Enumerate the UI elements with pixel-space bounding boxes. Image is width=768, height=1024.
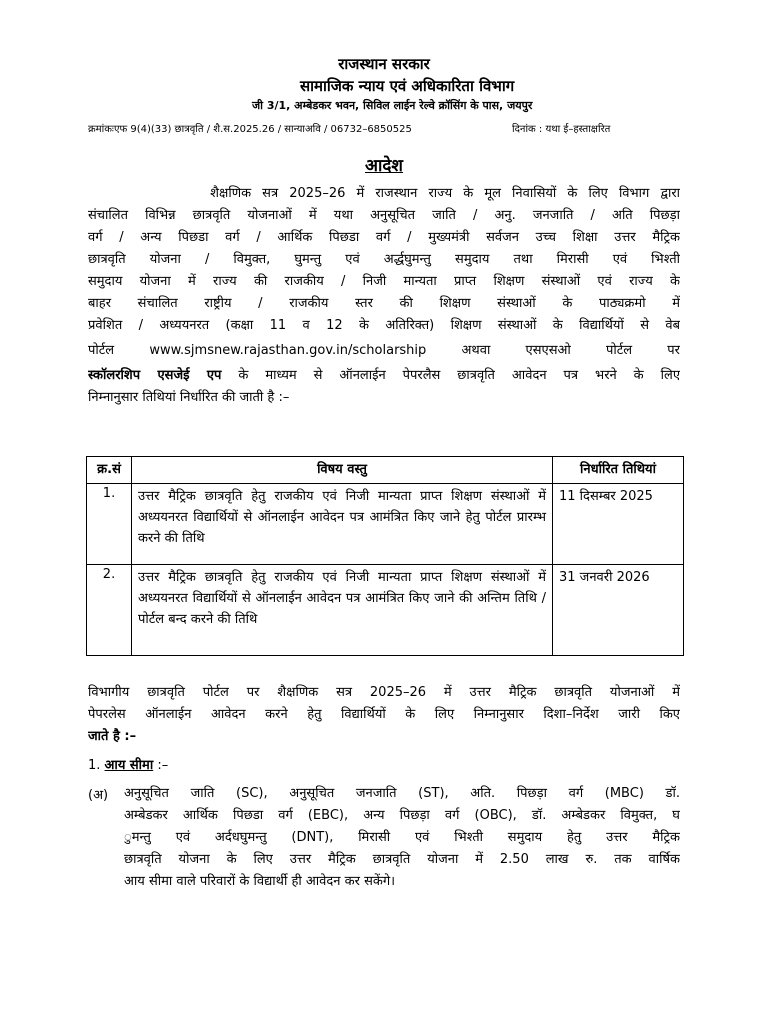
order-date: दिनांक : यथा ई–हस्ताक्षरित xyxy=(512,124,611,135)
col-header-subject: विषय वस्तु xyxy=(132,457,553,484)
intro-line: बाहर संचालित राष्ट्रीय / राजकीय स्तर की शिक्षण संस्थाओं के पाठ्यक्रमो में xyxy=(88,296,680,311)
col-header-date: निर्धारित तिथियां xyxy=(553,457,684,484)
govt-name: राजस्थान सरकार xyxy=(338,55,430,73)
table-row xyxy=(87,484,684,565)
intro-line: वर्ग / अन्य पिछडा वर्ग / आर्थिक पिछडा वर्ग / मुख्यमंत्री सर्वजन उच्च शिक्षा उत्तर मैट्रिक xyxy=(88,230,680,245)
row-date: 31 जनवरी 2026 xyxy=(553,565,684,656)
intro-line: प्रवेशित / अध्ययनरत (कक्षा 11 व 12 के अतिरिक्त) शिक्षण संस्थाओं के विद्यार्थियों से वेब xyxy=(88,318,680,333)
department-address: जी 3/1, अम्बेडकर भवन, सिविल लाईन रेल्वे क्रॉसिंग के पास, जयपुर xyxy=(252,99,533,112)
intro-line: समुदाय योजना में राज्य की राजकीय / निजी मान्यता प्राप्त शिक्षण संस्थाओं एवं राज्य के xyxy=(88,274,680,289)
row-subject: उत्तर मैट्रिक छात्रवृति हेतु राजकीय एवं निजी मान्यता प्राप्त शिक्षण संस्थाओं में अध्ययनरत विद्यार्थियों से ऑनलाईन आवेदन पत्र आमंत्रित किए जाने हेतु पोर्टल प्रारम्भ करने की तिथि xyxy=(132,484,553,565)
table-row xyxy=(87,565,684,656)
app-name: स्कॉलरशिप एसजेई एप xyxy=(88,368,222,383)
order-title: आदेश xyxy=(365,156,403,176)
col-header-sn: क्र.सं xyxy=(87,457,132,484)
row-subject: उत्तर मैट्रिक छात्रवृति हेतु राजकीय एवं निजी मान्यता प्राप्त शिक्षण संस्थाओं में अध्ययनरत विद्यार्थियों से ऑनलाईन आवेदन पत्र आमंत्रित किए जाने की अन्तिम तिथि / पोर्टल बन्द करने की तिथि xyxy=(132,565,553,656)
sub-a-line: छात्रवृति योजना के लिए उत्तर मैट्रिक छात्रवृति योजना में 2.50 लाख रु. तक वार्षिक xyxy=(124,852,680,867)
intro-line xyxy=(88,365,680,387)
intro-line: शैक्षणिक सत्र 2025–26 में राजस्थान राज्य के मूल निवासियों के लिए विभाग द्वारा xyxy=(88,186,680,201)
sub-clause-a xyxy=(124,783,680,893)
row-sn: 1. xyxy=(87,484,132,565)
sub-a-line: अनुसूचित जाति (SC), अनुसूचित जनजाति (ST), अति. पिछड़ा वर्ग (MBC) डॉ. xyxy=(124,786,680,801)
intro-rest: के माध्यम से ऑनलाईन पेपरलैस छात्रवृति आवेदन पत्र भरने के लिए xyxy=(221,368,680,383)
section-suffix: :– xyxy=(153,758,169,773)
sub-clause-marker: (अ) xyxy=(88,788,109,803)
intro-line: निम्नानुसार तिथियां निर्धारित की जाती है :– xyxy=(88,390,290,405)
table-header-row xyxy=(87,457,684,484)
row-date: 11 दिसम्बर 2025 xyxy=(553,484,684,565)
sub-a-line: ुमन्तु एवं अर्दधघुमन्तु (DNT), मिरासी एवं भिश्ती समुदाय हेतु उत्तर मैट्रिक xyxy=(124,830,680,845)
guideline-line: पेपरलेस ऑनलाईन आवेदन करने हेतु विद्यार्थियों के लिए निम्नानुसार दिशा–निर्देश जारी किए xyxy=(88,707,680,722)
intro-line: छात्रवृति योजना / विमुक्त, घुमन्तु एवं अर्द्धघुमन्तु समुदाय तथा मिरासी एवं भिश्ती xyxy=(88,252,680,267)
guideline-line: विभागीय छात्रवृति पोर्टल पर शैक्षणिक सत्र 2025–26 में उत्तर मैट्रिक छात्रवृति योजनाओं में xyxy=(88,685,680,700)
reference-number: क्रमांकःएफ 9(4)(33) छात्रवृति / शै.स.2025.26 / सान्याअवि / 06732–6850525 xyxy=(88,124,412,135)
intro-paragraph xyxy=(88,183,680,409)
sub-a-line: अम्बेडकर आर्थिक पिछडा वर्ग (EBC), अन्य पिछड़ा वर्ग (OBC), डॉ. अम्बेडकर विमुक्त, घ xyxy=(124,808,680,823)
section-income-limit xyxy=(88,755,168,773)
guideline-line: जाते है :– xyxy=(88,729,137,744)
intro-line: संचालित विभिन्न छात्रवृति योजनाओं में यथा अनुसूचित जाति / अनु. जनजाति / अति पिछड़ा xyxy=(88,208,680,223)
sub-a-line: आय सीमा वाले परिवारों के विद्यार्थी ही आवेदन कर सकेंगे। xyxy=(124,874,396,889)
guideline-paragraph xyxy=(88,682,680,748)
row-sn: 2. xyxy=(87,565,132,656)
schedule-table xyxy=(86,456,684,656)
section-title: आय सीमा xyxy=(104,758,154,773)
intro-line: पोर्टल www.sjmsnew.rajasthan.gov.in/scholarship अथवा एसएसओ पोर्टल पर xyxy=(88,343,680,358)
section-number: 1. xyxy=(88,758,101,773)
department-name: सामाजिक न्याय एवं अधिकारिता विभाग xyxy=(300,77,515,95)
